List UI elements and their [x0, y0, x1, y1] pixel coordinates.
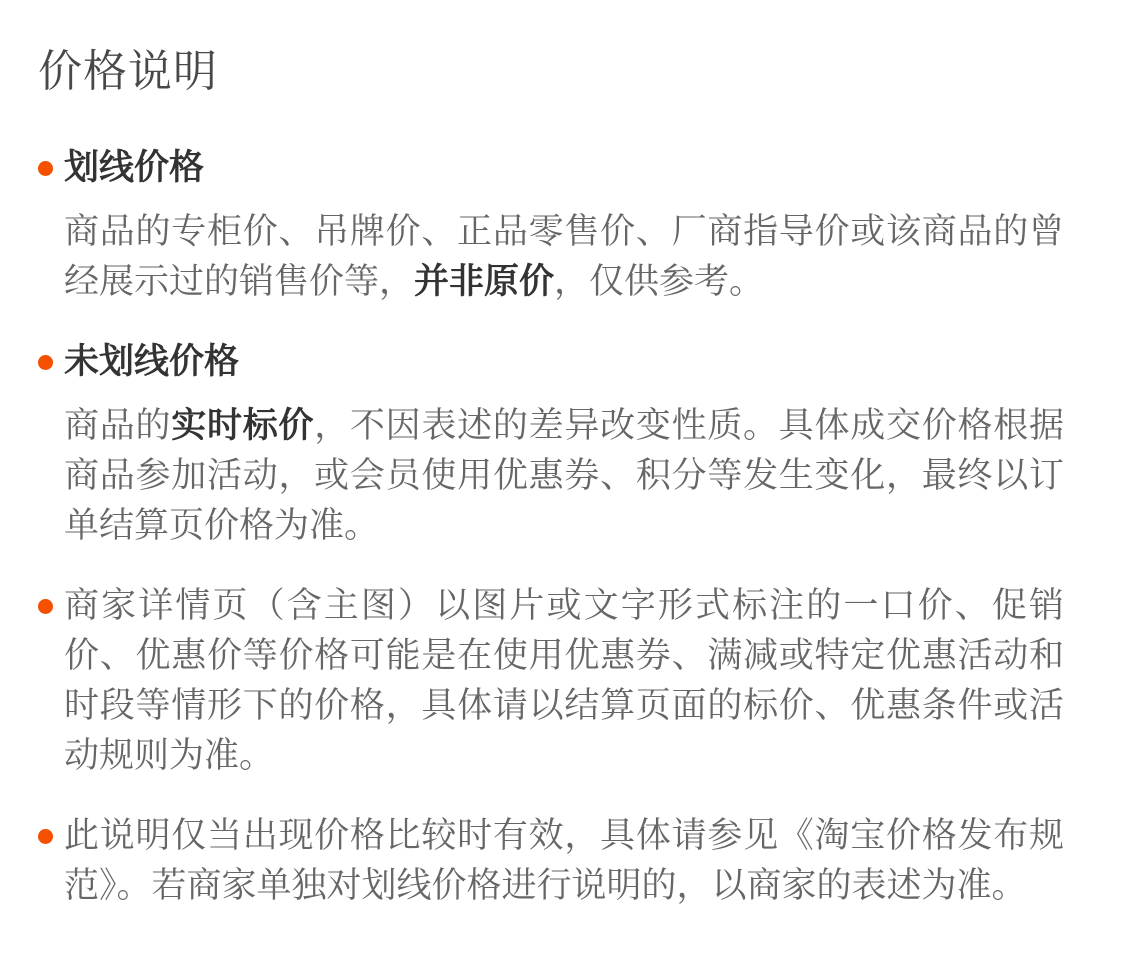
- text-run: ，不因表述的差异改变性质。具体成交价格根据商品参加活动，或会员使用优惠券、积分等发生变化，最终以订单结算页价格为准。: [64, 406, 1064, 546]
- page-title: 价格说明: [38, 47, 218, 96]
- section-paragraph: [64, 581, 1064, 781]
- price-note-item: [38, 143, 1064, 307]
- price-notes-list: [38, 143, 1125, 911]
- section-paragraph: [64, 207, 1064, 307]
- section-paragraph: [64, 401, 1064, 551]
- price-note-item: [38, 581, 1064, 781]
- bullet-dot-icon: [38, 355, 53, 370]
- text-run: 商品的专柜价、吊牌价、正品零售价、厂商指导价或该商品的曾经展示过的销售价等，: [64, 212, 1064, 302]
- bullet-dot-icon: [38, 161, 53, 176]
- text-run: ，仅供参考。: [554, 262, 765, 302]
- bullet-dot-icon: [38, 599, 53, 614]
- text-run: 此说明仅当出现价格比较时有效，具体请参见《淘宝价格发布规范》。若商家单独对划线价格进行说明的，以商家的表述为准。: [64, 816, 1064, 906]
- text-run: 商品的: [64, 406, 172, 446]
- section-paragraph: [64, 811, 1064, 911]
- bold-text-run: 实时标价: [171, 406, 315, 446]
- price-note-item: [38, 811, 1064, 911]
- bullet-dot-icon: [38, 829, 53, 844]
- section-heading: 划线价格: [64, 148, 205, 188]
- text-run: 商家详情页（含主图）以图片或文字形式标注的一口价、促销价、优惠价等价格可能是在使用优惠券、满减或特定优惠活动和时段等情形下的价格，具体请以结算页面的标价、优惠条件或活动规则为准。: [64, 586, 1064, 776]
- price-note-item: [38, 337, 1064, 551]
- section-heading: 未划线价格: [64, 342, 240, 382]
- bold-text-run: 并非原价: [414, 262, 555, 302]
